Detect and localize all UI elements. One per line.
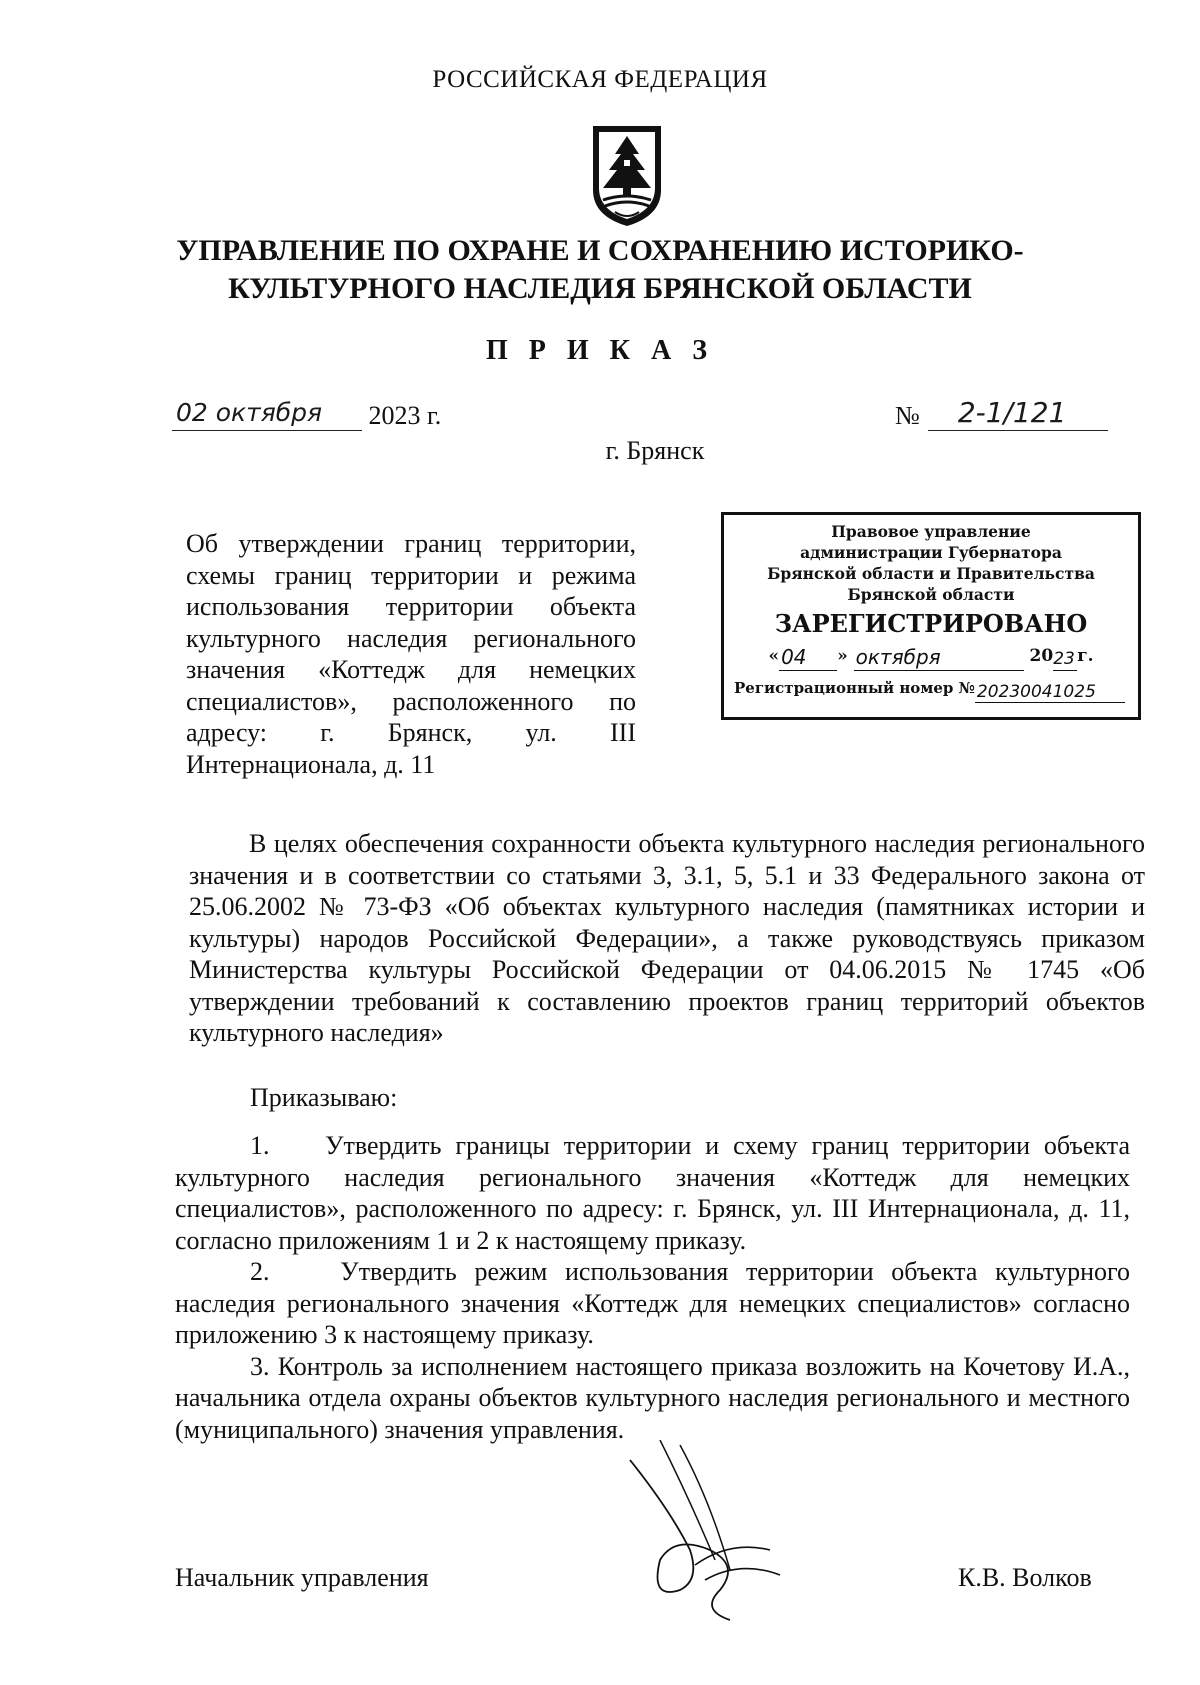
- order-date: [172, 400, 441, 431]
- stamp-line1: Правовое управление: [831, 522, 1031, 541]
- country-heading: РОССИЙСКАЯ ФЕДЕРАЦИЯ: [432, 66, 768, 93]
- stamp-regnum-value: 20230041025: [976, 682, 1096, 702]
- stamp-year-hand: 23: [1053, 649, 1075, 669]
- date-handwritten: 02 октября: [176, 398, 323, 427]
- order-item-2: 2. Утвердить режим использования территории объекта культурного наследия регионального значения «Коттедж для немецких специалистов» согласно приложению 3 к настоящему приказу.: [175, 1257, 1137, 1349]
- stamp-year-suffix: г.: [1077, 646, 1094, 666]
- order-items: [175, 1130, 1137, 1445]
- city-label: г. Брянск: [605, 436, 705, 465]
- stamp-line2: администрации Губернатора: [800, 543, 1062, 562]
- stamp-registered: ЗАРЕГИСТРИРОВАНО: [774, 609, 1088, 638]
- stamp-regnum: [734, 673, 1128, 703]
- stamp-day-field: [779, 645, 837, 671]
- order-word: Приказываю:: [250, 1083, 398, 1112]
- stamp-day: 04: [781, 645, 807, 669]
- stamp-year-field: [1053, 648, 1077, 671]
- stamp-line4: Брянской области: [847, 585, 1015, 604]
- order-item-1: 1. Утвердить границы территории и схему границ территории объекта культурного наследия регионального значения «Коттедж для немецких специалистов», расположенного по адресу: г. Брянск, ул. III Интернационала, д. 11, согласно приложениям 1 и 2 к настоящему приказу.: [175, 1131, 1137, 1255]
- agency-title-line1: УПРАВЛЕНИЕ ПО ОХРАНЕ И СОХРАНЕНИЮ ИСТОРИКО-: [176, 234, 1024, 267]
- order-number: [895, 396, 1108, 431]
- stamp-line3: Брянской области и Правительства: [767, 564, 1095, 583]
- signer-name: К.В. Волков: [958, 1563, 1092, 1592]
- stamp-date: « 04 » октября 20 23 г.: [734, 641, 1128, 673]
- preamble-paragraph: В целях обеспечения сохранности объекта культурного наследия регионального значения и в соответствии со статьями 3, 3.1, 5, 5.1 и 33 Федерального закона от 25.06.2002 № 73-ФЗ «Об объектах культурного наследия (памятниках истории и культуры) народов Российской Федерации», а также руководствуясь приказом Министерства культуры Российской Федерации от 04.06.2015 № 1745 «Об утверждении требований к составлению проектов границ территорий объектов культурного наследия»: [189, 829, 1145, 1047]
- handwritten-signature: [620, 1440, 790, 1630]
- stamp-regnum-label: Регистрационный номер №: [734, 679, 975, 697]
- stamp-regnum-field: [975, 680, 1125, 703]
- document-type: П Р И К А З: [486, 335, 714, 366]
- order-item-3: 3. Контроль за исполнением настоящего приказа возложить на Кочетову И.А., начальника отдела охраны объектов культурного наследия регионального и местного (муниципального) значения управления.: [175, 1351, 1130, 1444]
- number-underline: [928, 396, 1108, 431]
- number-prefix: №: [895, 401, 920, 430]
- number-handwritten: 2-1/121: [957, 396, 1067, 429]
- signer-title: Начальник управления: [175, 1563, 429, 1592]
- coat-of-arms-emblem: [585, 120, 669, 230]
- stamp-year-prefix: 20: [1029, 646, 1054, 666]
- order-subject: Об утверждении границ территории, схемы границ территории и режима использования территории объекта культурного наследия регионального значения «Коттедж для немецких специалистов», расположенного по адресу: г. Брянск, ул. III Интернационала, д. 11: [186, 529, 636, 779]
- date-year: 2023 г.: [368, 401, 442, 430]
- agency-title: [0, 232, 1200, 308]
- date-underline: [172, 400, 362, 431]
- stamp-month: октября: [855, 645, 941, 669]
- registration-stamp: [721, 512, 1141, 720]
- agency-title-line2: КУЛЬТУРНОГО НАСЛЕДИЯ БРЯНСКОЙ ОБЛАСТИ: [228, 272, 972, 305]
